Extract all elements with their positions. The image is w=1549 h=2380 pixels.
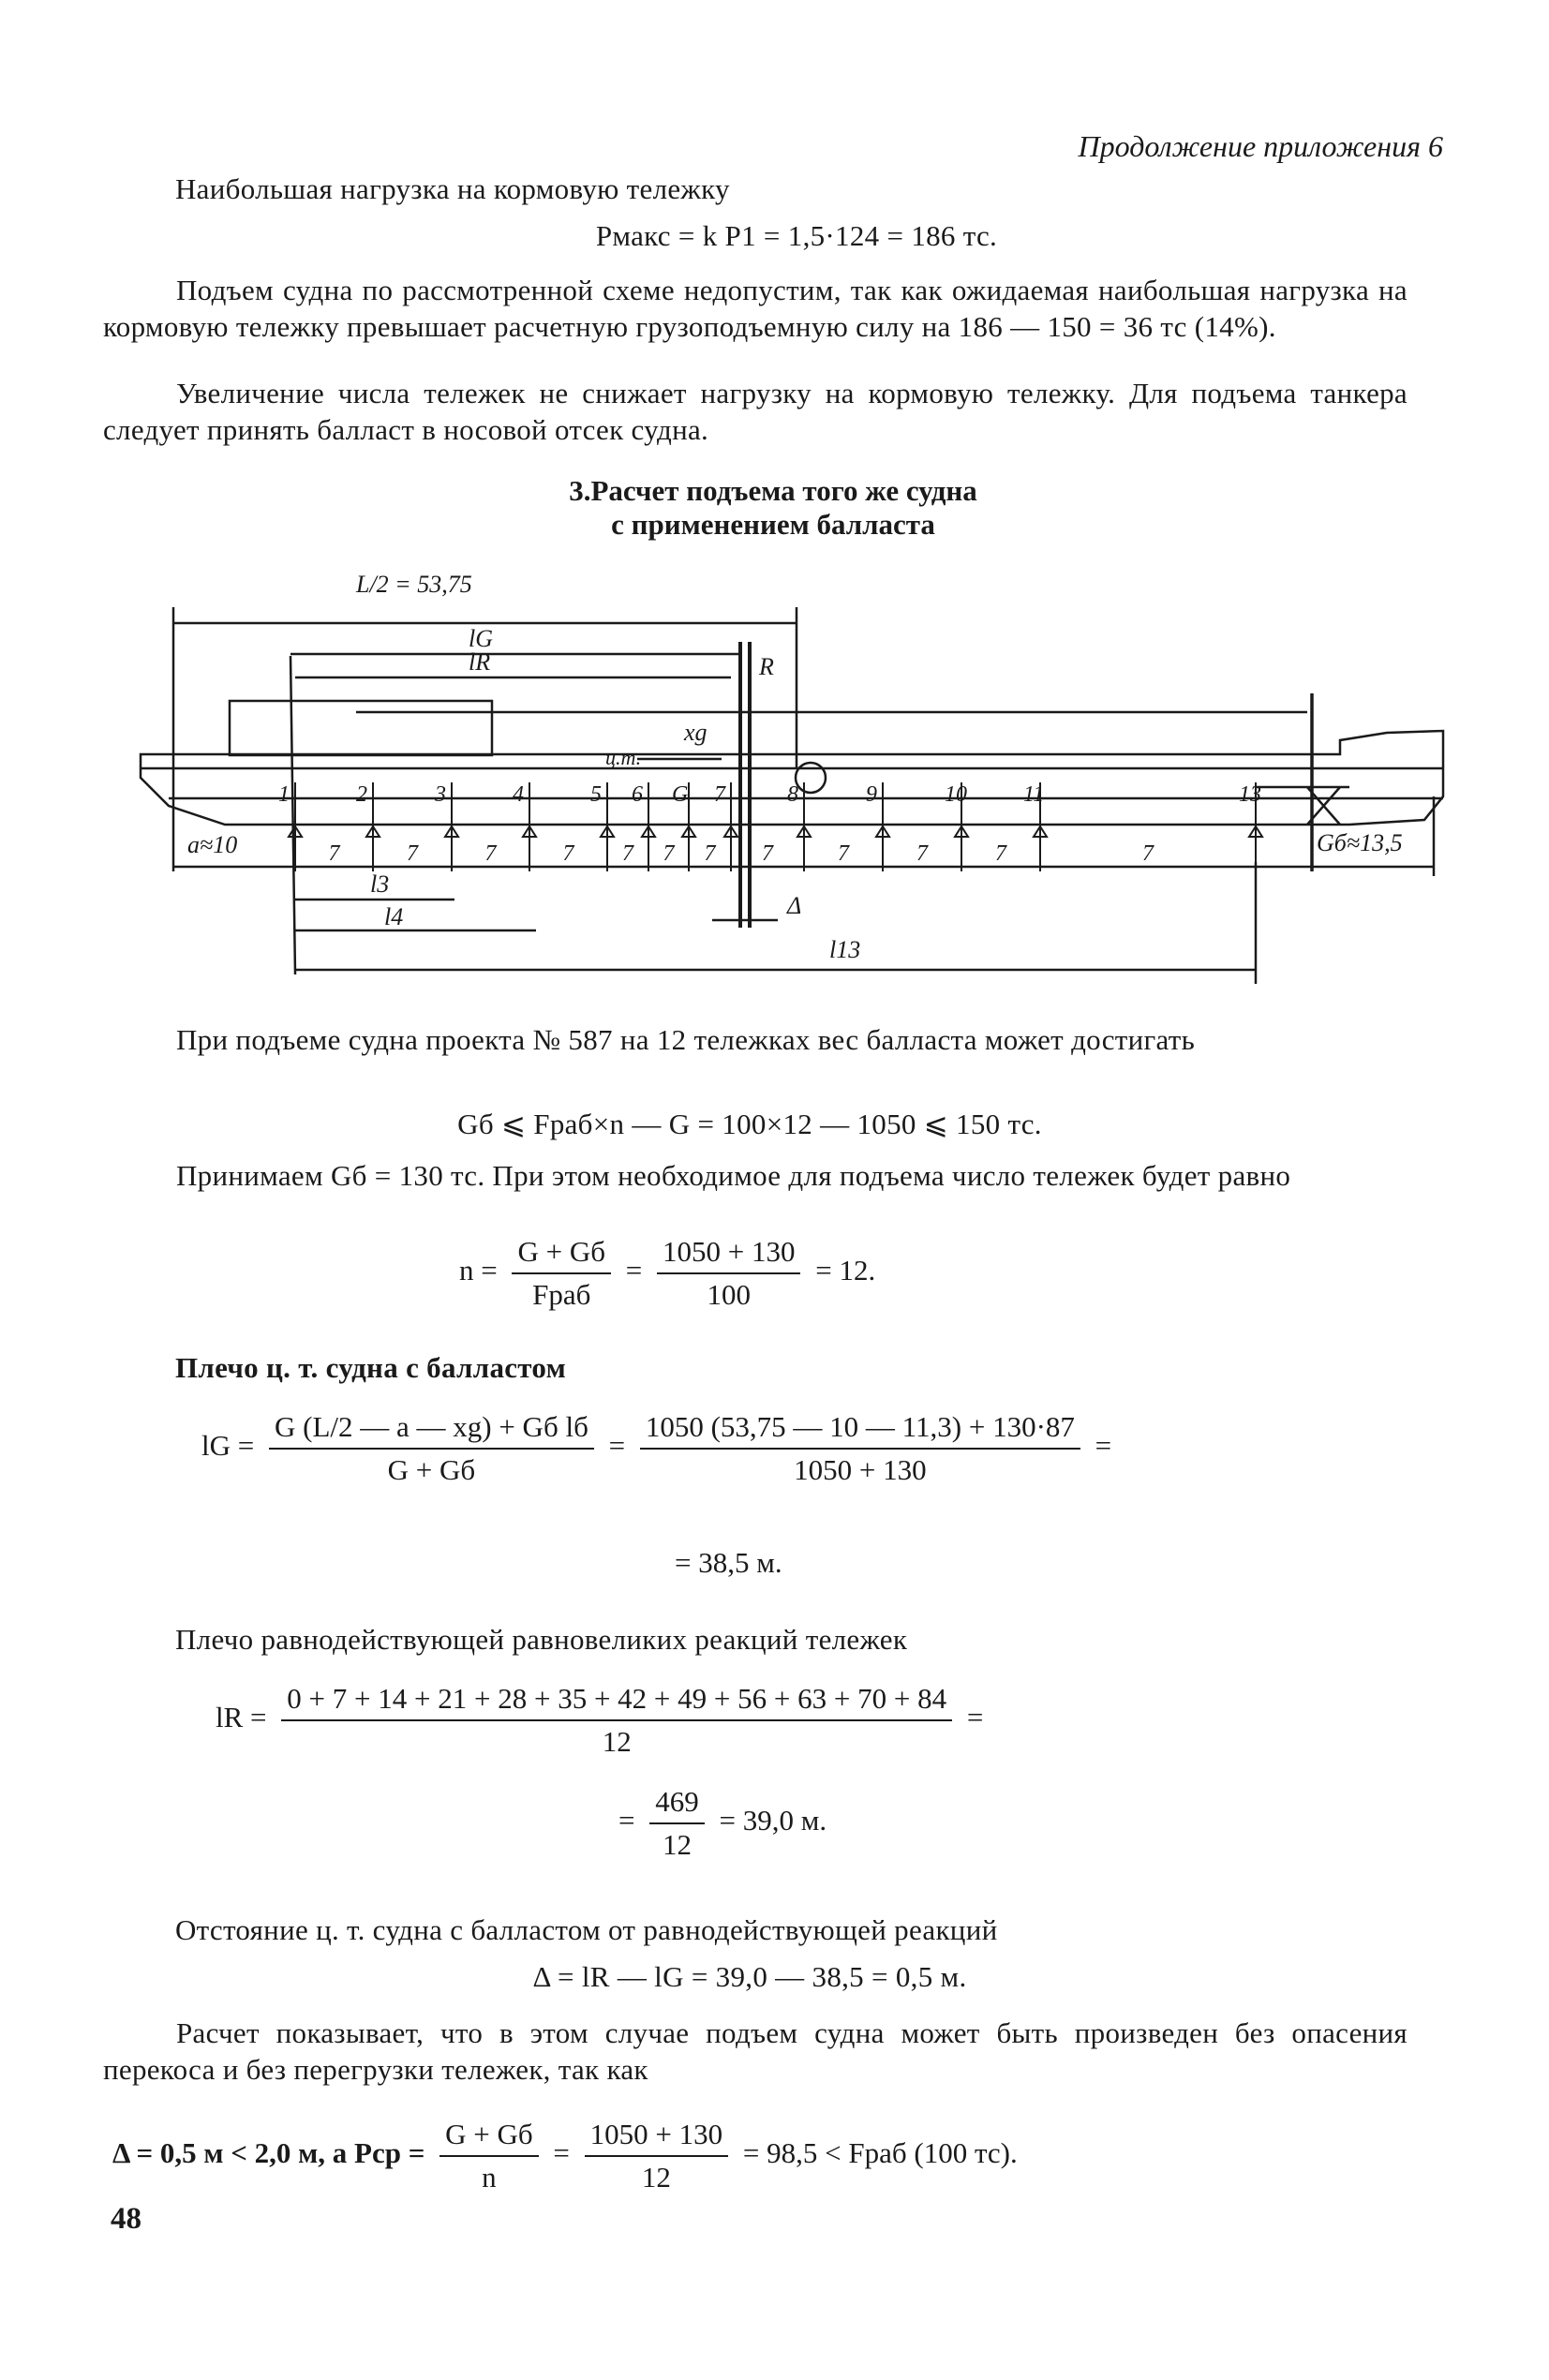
ship-lift-diagram: [131, 553, 1452, 1003]
paragraph-6: Плечо равнодействующей равновеликих реакций тележек: [175, 1623, 908, 1656]
station-number: 9: [866, 782, 877, 807]
equals-sign: =: [618, 1804, 635, 1837]
spacing-label: 7: [762, 841, 773, 866]
denominator: 12: [641, 2161, 671, 2194]
numerator: 469: [649, 1785, 705, 1824]
formula-pcp-result: = 98,5 < Fраб (100 тс).: [742, 2136, 1018, 2170]
page-number: 48: [111, 2202, 141, 2236]
ship-hull: [141, 731, 1443, 825]
numerator: G (L/2 — a — xg) + Gб lб: [269, 1410, 594, 1450]
station-number: 8: [787, 782, 798, 807]
label-l3: l3: [370, 870, 390, 898]
label-lr: lR: [469, 648, 491, 676]
section-title-1: 3.Расчет подъема того же судна: [569, 474, 977, 507]
paragraph-8: Расчет показывает, что в этом случае подъем судна может быть произведен без опасения перекоса и без перегрузки тележек, так как: [103, 2016, 1408, 2086]
fraction: [439, 2118, 539, 2194]
denominator: 100: [707, 1278, 751, 1311]
intro-line: Наибольшая нагрузка на кормовую тележку: [175, 172, 730, 205]
formula-n: [459, 1235, 875, 1312]
station-number: 13: [1239, 782, 1261, 807]
denominator: Fраб: [532, 1278, 591, 1311]
fraction: [281, 1682, 952, 1759]
equals-sign: =: [1095, 1429, 1112, 1463]
spacing-label: 7: [484, 841, 497, 866]
equals-sign: =: [625, 1254, 643, 1287]
formula-pmax: Pмакс = k P1 = 1,5·124 = 186 тс.: [595, 219, 998, 252]
fraction: [640, 1410, 1080, 1487]
numerator: G + Gб: [439, 2118, 539, 2157]
station-number: 10: [945, 782, 967, 807]
label-delta: Δ: [787, 892, 802, 919]
fraction: [585, 2118, 728, 2194]
spacing-label: 7: [622, 841, 633, 866]
numerator: 1050 (53,75 — 10 — 11,3) + 130·87: [640, 1410, 1080, 1450]
station-number: 11: [1023, 782, 1045, 807]
paragraph-7: Отстояние ц. т. судна с балластом от равнодействующей реакций: [175, 1913, 998, 1946]
denominator: 12: [662, 1828, 692, 1861]
label-l13: l13: [829, 936, 861, 963]
label-l4: l4: [384, 903, 404, 930]
spacing-label: 7: [328, 841, 340, 866]
formula-n-result: = 12.: [815, 1254, 876, 1287]
label-ct: ц.т.: [605, 746, 642, 769]
formula-lg: [201, 1410, 1111, 1487]
numerator: 1050 + 130: [585, 2118, 728, 2157]
paragraph-3: При подъеме судна проекта № 587 на 12 тележках вес балласта может достигать: [176, 1023, 1196, 1056]
formula-gb: Gб ⩽ Fраб×n — G = 100×12 — 1050 ⩽ 150 тс.: [457, 1108, 1042, 1140]
label-r: R: [759, 653, 774, 680]
paragraph-4: Принимаем Gб = 130 тс. При этом необходимое для подъема число тележек будет равно: [176, 1159, 1291, 1192]
formula-lr-result: = 39,0 м.: [719, 1804, 827, 1837]
station-number: 6: [632, 782, 643, 807]
formula-lr-lhs: lR =: [216, 1701, 267, 1734]
label-a: a≈10: [187, 831, 238, 858]
station-number: 3: [435, 782, 446, 807]
spacing-label: 7: [995, 841, 1006, 866]
numerator: 1050 + 130: [657, 1235, 800, 1274]
fraction: [657, 1235, 800, 1312]
spacing-label: 7: [562, 841, 574, 866]
spacing-label: 7: [407, 841, 418, 866]
formula-lr: [216, 1682, 983, 1759]
label-l2: L/2 = 53,75: [356, 571, 472, 598]
formula-lg-lhs: lG =: [201, 1429, 255, 1463]
superstructure: [230, 701, 492, 755]
station-number: 1: [278, 782, 290, 807]
fraction: [649, 1785, 705, 1862]
station-number: 7: [714, 782, 725, 807]
denominator: 12: [602, 1725, 632, 1758]
fraction: [269, 1410, 594, 1487]
denominator: 1050 + 130: [794, 1453, 927, 1486]
denominator: n: [482, 2161, 497, 2194]
equals-sign: =: [608, 1429, 626, 1463]
equals-sign: =: [553, 2136, 570, 2170]
station-number: 5: [590, 782, 602, 807]
numerator: 0 + 7 + 14 + 21 + 28 + 35 + 42 + 49 + 56 + 63 + 70 + 84: [281, 1682, 952, 1721]
section-title-2: с применением балласта: [611, 508, 935, 541]
station-number: G: [672, 782, 689, 807]
denominator: G + Gб: [387, 1453, 476, 1486]
formula-pcp: [112, 2118, 1018, 2194]
spacing-label: 7: [916, 841, 928, 866]
station-number: 2: [356, 782, 367, 807]
paragraph-5: Плечо ц. т. судна с балластом: [175, 1351, 567, 1384]
spacing-label: 7: [838, 841, 849, 866]
formula-pcp-left: Δ = 0,5 м < 2,0 м, а Pср =: [112, 2136, 425, 2170]
label-xg: xg: [684, 719, 707, 746]
formula-delta: Δ = lR — lG = 39,0 — 38,5 = 0,5 м.: [532, 1960, 967, 1993]
equals-sign: =: [966, 1701, 984, 1734]
formula-lg-result: = 38,5 м.: [675, 1546, 782, 1579]
spacing-label: 7: [704, 841, 716, 866]
spacing-label: 7: [1142, 841, 1154, 866]
station-number: 4: [513, 782, 524, 807]
label-gb: Gб≈13,5: [1317, 829, 1403, 856]
running-header: Продолжение приложения 6: [1078, 129, 1443, 163]
fraction: [512, 1235, 611, 1312]
formula-n-lhs: n =: [459, 1254, 498, 1287]
paragraph-2: Увеличение числа тележек не снижает нагрузку на кормовую тележку. Для подъема танкера следует принять балласт в носовой отсек судна.: [103, 377, 1408, 446]
label-lg: lG: [469, 625, 493, 652]
spacing-label: 7: [663, 841, 675, 866]
paragraph-1: Подъем судна по рассмотренной схеме недопустим, так как ожидаемая наибольшая нагрузка на кормовую тележку превышает расчетную грузоподъемную силу на 186 — 150 = 36 тс (14%).: [103, 274, 1408, 343]
numerator: G + Gб: [512, 1235, 611, 1274]
formula-lr-2: [618, 1785, 827, 1862]
